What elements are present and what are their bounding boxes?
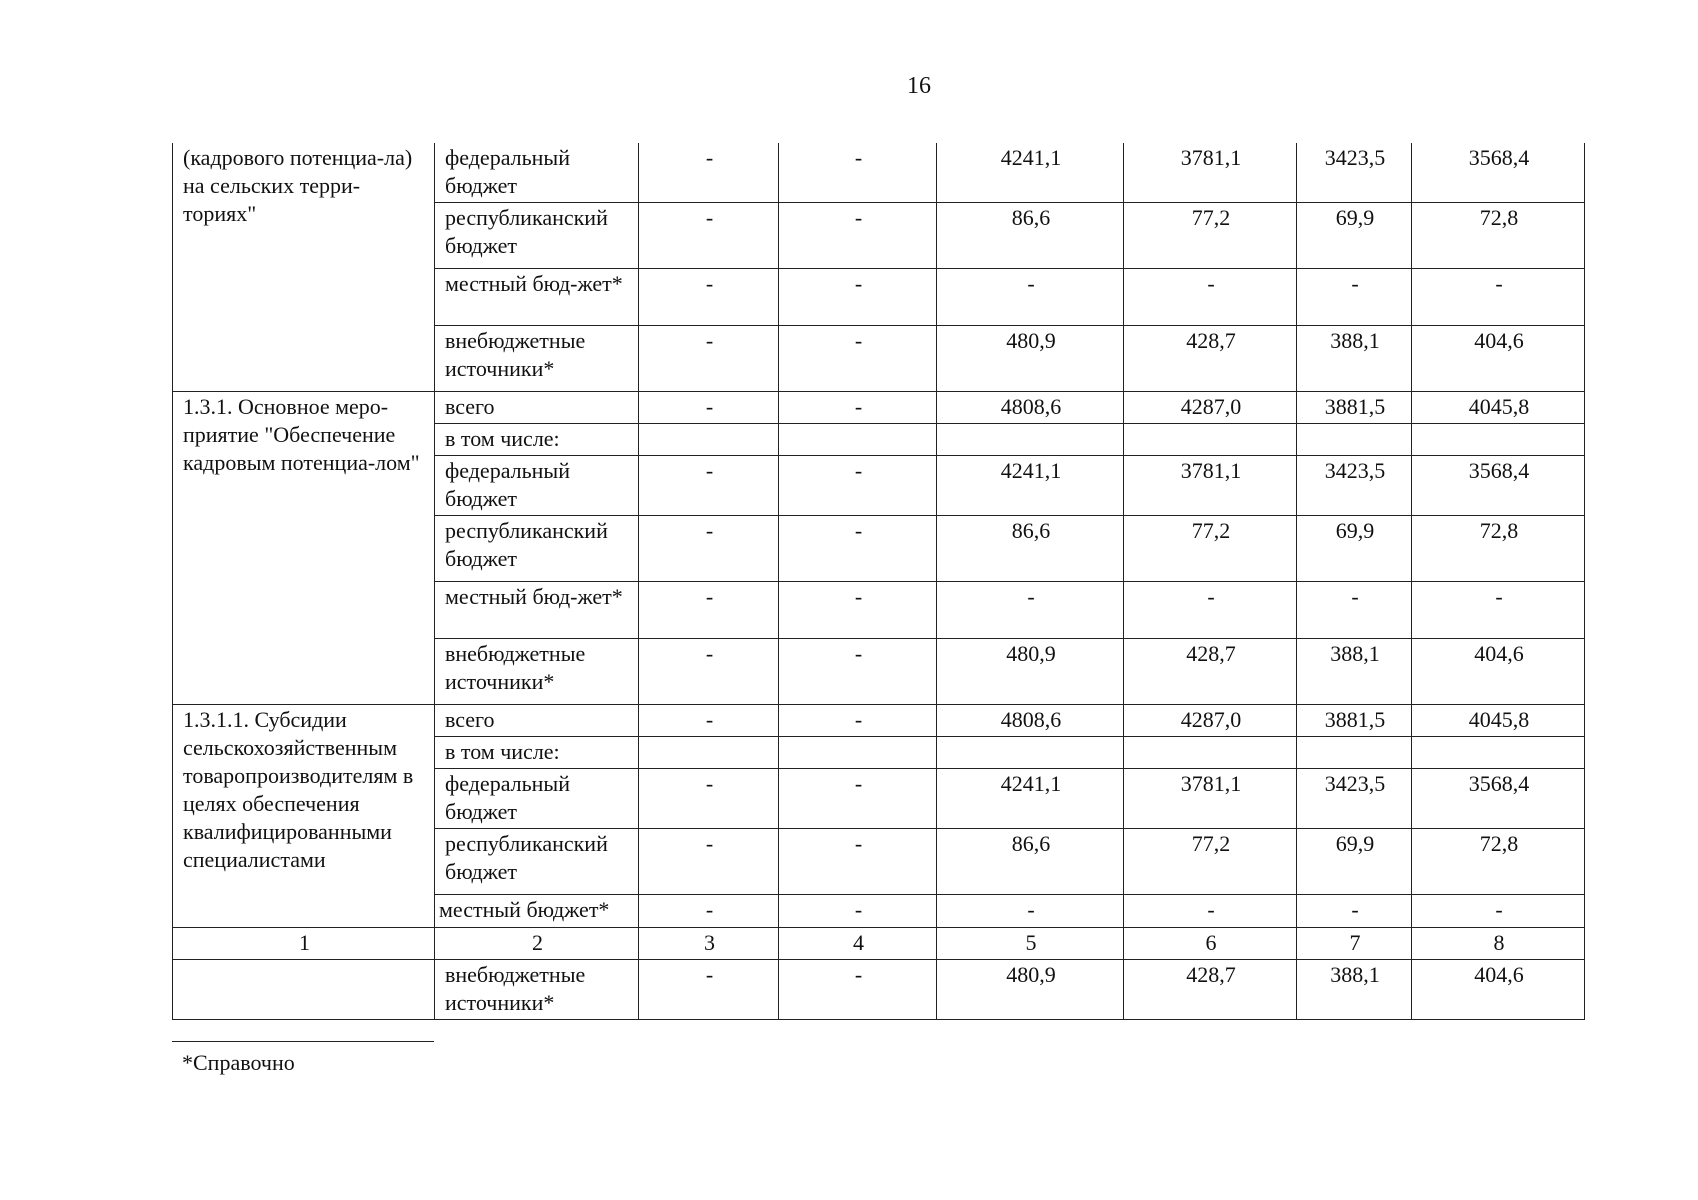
value-cell: - bbox=[639, 769, 779, 829]
value-cell bbox=[1412, 737, 1585, 769]
funding-source: в том числе: bbox=[435, 737, 639, 769]
value-cell: - bbox=[779, 705, 937, 737]
page-number: 16 bbox=[907, 73, 931, 99]
value-cell: 3568,4 bbox=[1412, 143, 1585, 203]
value-cell: 404,6 bbox=[1412, 639, 1585, 705]
value-cell: - bbox=[779, 203, 937, 269]
value-cell: 3423,5 bbox=[1297, 456, 1412, 516]
value-cell: - bbox=[779, 392, 937, 424]
value-cell: - bbox=[779, 516, 937, 582]
value-cell: - bbox=[639, 456, 779, 516]
value-cell: - bbox=[779, 143, 937, 203]
value-cell: - bbox=[1124, 582, 1297, 639]
value-cell: - bbox=[1124, 895, 1297, 928]
value-cell: 86,6 bbox=[937, 516, 1124, 582]
value-cell bbox=[779, 424, 937, 456]
value-cell bbox=[1124, 424, 1297, 456]
value-cell: 72,8 bbox=[1412, 829, 1585, 895]
funding-source: федеральный бюджет bbox=[435, 143, 639, 203]
activity-label: 1.3.1.1. Субсидии сельскохозяйственным товаропроизводителям в целях обеспечения квалифицированными специалистами bbox=[173, 705, 435, 928]
value-cell: - bbox=[639, 143, 779, 203]
funding-source: федеральный бюджет bbox=[435, 769, 639, 829]
value-cell: 4045,8 bbox=[1412, 705, 1585, 737]
value-cell: 4045,8 bbox=[1412, 392, 1585, 424]
value-cell: - bbox=[639, 705, 779, 737]
value-cell: - bbox=[639, 203, 779, 269]
value-cell: 404,6 bbox=[1412, 960, 1585, 1020]
funding-source: местный бюджет* bbox=[435, 895, 639, 928]
value-cell: 428,7 bbox=[1124, 960, 1297, 1020]
value-cell: 77,2 bbox=[1124, 516, 1297, 582]
value-cell: 480,9 bbox=[937, 326, 1124, 392]
value-cell bbox=[1124, 737, 1297, 769]
value-cell: - bbox=[779, 829, 937, 895]
value-cell: - bbox=[1297, 582, 1412, 639]
value-cell: - bbox=[639, 516, 779, 582]
value-cell: - bbox=[639, 639, 779, 705]
value-cell bbox=[779, 737, 937, 769]
column-number: 2 bbox=[435, 928, 639, 960]
value-cell: 388,1 bbox=[1297, 326, 1412, 392]
funding-source: внебюджетные источники* bbox=[435, 960, 639, 1020]
value-cell bbox=[937, 737, 1124, 769]
column-number: 5 bbox=[937, 928, 1124, 960]
funding-source: местный бюд-жет* bbox=[435, 582, 639, 639]
value-cell: - bbox=[937, 582, 1124, 639]
column-number: 3 bbox=[639, 928, 779, 960]
table-row bbox=[173, 392, 1585, 424]
value-cell: 77,2 bbox=[1124, 203, 1297, 269]
value-cell: - bbox=[1412, 582, 1585, 639]
value-cell: - bbox=[937, 269, 1124, 326]
value-cell: 3781,1 bbox=[1124, 456, 1297, 516]
column-number: 7 bbox=[1297, 928, 1412, 960]
funding-source: внебюджетные источники* bbox=[435, 326, 639, 392]
value-cell: 3781,1 bbox=[1124, 143, 1297, 203]
value-cell: 77,2 bbox=[1124, 829, 1297, 895]
value-cell: - bbox=[779, 639, 937, 705]
value-cell: 69,9 bbox=[1297, 829, 1412, 895]
funding-source: республиканский бюджет bbox=[435, 516, 639, 582]
value-cell: 388,1 bbox=[1297, 639, 1412, 705]
value-cell: 86,6 bbox=[937, 829, 1124, 895]
value-cell: 428,7 bbox=[1124, 326, 1297, 392]
value-cell: 4241,1 bbox=[937, 143, 1124, 203]
value-cell: - bbox=[779, 960, 937, 1020]
value-cell: 72,8 bbox=[1412, 516, 1585, 582]
value-cell bbox=[639, 424, 779, 456]
value-cell: 3423,5 bbox=[1297, 769, 1412, 829]
value-cell: 72,8 bbox=[1412, 203, 1585, 269]
value-cell: - bbox=[779, 895, 937, 928]
value-cell: 480,9 bbox=[937, 960, 1124, 1020]
value-cell: - bbox=[1124, 269, 1297, 326]
value-cell bbox=[1412, 424, 1585, 456]
value-cell: - bbox=[779, 269, 937, 326]
funding-source: республиканский бюджет bbox=[435, 203, 639, 269]
value-cell bbox=[639, 737, 779, 769]
value-cell bbox=[1297, 737, 1412, 769]
value-cell: - bbox=[779, 326, 937, 392]
value-cell: 3781,1 bbox=[1124, 769, 1297, 829]
value-cell: - bbox=[639, 326, 779, 392]
funding-source: всего bbox=[435, 392, 639, 424]
value-cell: 3568,4 bbox=[1412, 769, 1585, 829]
value-cell: - bbox=[639, 269, 779, 326]
value-cell: 4808,6 bbox=[937, 705, 1124, 737]
value-cell: 3568,4 bbox=[1412, 456, 1585, 516]
funding-source: местный бюд-жет* bbox=[435, 269, 639, 326]
activity-label: 1.3.1. Основное меро-приятие "Обеспечение кадровым потенциа-лом" bbox=[173, 392, 435, 705]
funding-source: в том числе: bbox=[435, 424, 639, 456]
table-row bbox=[173, 143, 1585, 203]
footnote: *Справочно bbox=[182, 1050, 295, 1075]
value-cell: - bbox=[639, 829, 779, 895]
table-row bbox=[173, 705, 1585, 737]
funding-source: федеральный бюджет bbox=[435, 456, 639, 516]
value-cell: - bbox=[779, 582, 937, 639]
column-number: 4 bbox=[779, 928, 937, 960]
table-row bbox=[173, 960, 1585, 1020]
footnote-separator bbox=[172, 1041, 434, 1042]
value-cell: 3423,5 bbox=[1297, 143, 1412, 203]
value-cell: 4241,1 bbox=[937, 456, 1124, 516]
activity-label bbox=[173, 960, 435, 1020]
budget-table bbox=[172, 143, 1585, 1020]
value-cell: 404,6 bbox=[1412, 326, 1585, 392]
value-cell: - bbox=[639, 582, 779, 639]
value-cell: 4287,0 bbox=[1124, 392, 1297, 424]
column-number: 1 bbox=[173, 928, 435, 960]
value-cell: 388,1 bbox=[1297, 960, 1412, 1020]
value-cell: - bbox=[639, 960, 779, 1020]
funding-source: внебюджетные источники* bbox=[435, 639, 639, 705]
funding-source: республиканский бюджет bbox=[435, 829, 639, 895]
value-cell bbox=[937, 424, 1124, 456]
value-cell: 86,6 bbox=[937, 203, 1124, 269]
value-cell: 69,9 bbox=[1297, 203, 1412, 269]
value-cell: - bbox=[1412, 269, 1585, 326]
value-cell: - bbox=[639, 392, 779, 424]
value-cell: - bbox=[1412, 895, 1585, 928]
value-cell: 4808,6 bbox=[937, 392, 1124, 424]
column-number: 8 bbox=[1412, 928, 1585, 960]
value-cell: - bbox=[937, 895, 1124, 928]
value-cell: 4287,0 bbox=[1124, 705, 1297, 737]
value-cell: - bbox=[639, 895, 779, 928]
value-cell: 4241,1 bbox=[937, 769, 1124, 829]
value-cell bbox=[1297, 424, 1412, 456]
value-cell: - bbox=[779, 456, 937, 516]
value-cell: - bbox=[1297, 269, 1412, 326]
value-cell: 69,9 bbox=[1297, 516, 1412, 582]
value-cell: 3881,5 bbox=[1297, 705, 1412, 737]
column-number-row bbox=[173, 928, 1585, 960]
value-cell: 3881,5 bbox=[1297, 392, 1412, 424]
value-cell: 480,9 bbox=[937, 639, 1124, 705]
value-cell: - bbox=[779, 769, 937, 829]
column-number: 6 bbox=[1124, 928, 1297, 960]
value-cell: 428,7 bbox=[1124, 639, 1297, 705]
value-cell: - bbox=[1297, 895, 1412, 928]
funding-source: всего bbox=[435, 705, 639, 737]
activity-label: (кадрового потенциа-ла) на сельских терри-ториях" bbox=[173, 143, 435, 392]
